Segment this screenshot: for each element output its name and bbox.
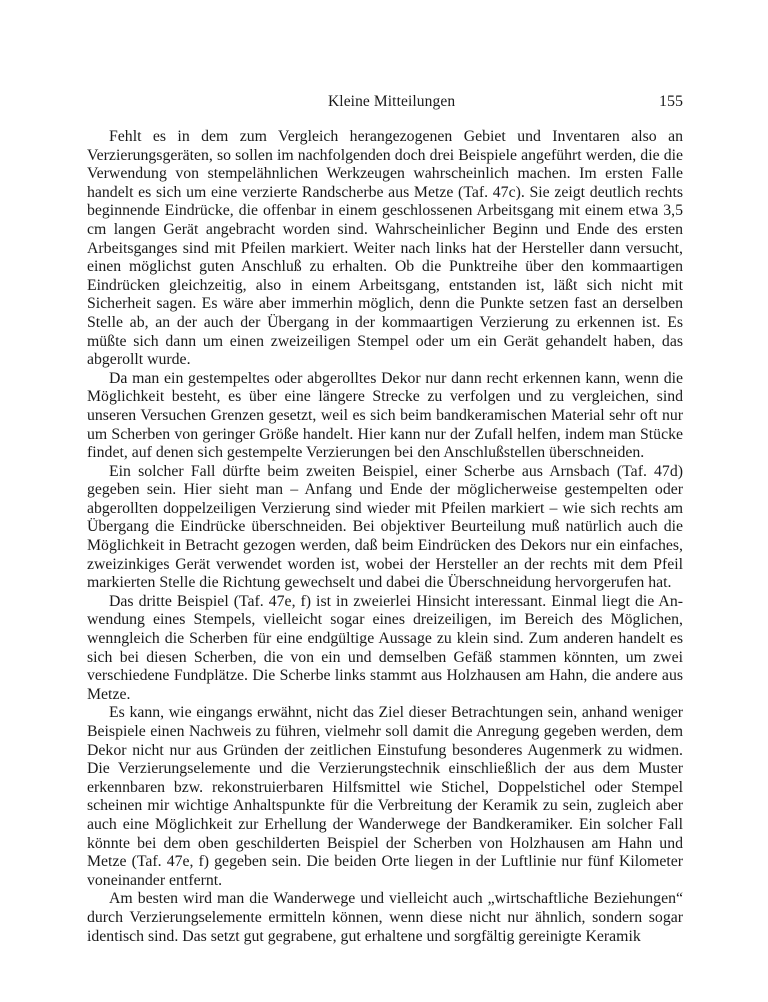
running-title: Kleine Mitteilungen [328, 93, 456, 110]
paragraph: Da man ein gestempeltes oder abgerolltes Dekor nur dann recht erkennen kann, wenn die Möglichkeit besteht, es über eine längere Strecke zu verfolgen und zu vergleichen, sind unseren Versuchen Grenzen gesetzt, weil es sich beim bandkeramischen Material sehr oft nur um Scherben von geringer Größe handelt. Hier kann nur der Zufall helfen, indem man Stücke findet, auf denen sich gestempelte Verzierungen bei den Anschlußstellen überschneiden. [87, 369, 683, 462]
paragraph: Fehlt es in dem zum Vergleich herangezogenen Gebiet und Inventaren also an Verzierungsgeräten, so sollen im nachfolgenden doch drei Beispiele angeführt werden, die die Verwendung von stempelähnlichen Werkzeugen wahrscheinlich machen. Im ersten Falle handelt es sich um eine verzierte Randscherbe aus Metze (Taf. 47c). Sie zeigt deutlich rechts beginnende Eindrücke, die offenbar in einem geschlossenen Arbeitsgang mit einem etwa 3,5 cm langen Gerät angebracht worden sind. Wahrscheinlicher Beginn und Ende des ersten Arbeitsganges sind mit Pfeilen markiert. Weiter nach links hat der Hersteller dann versucht, einen möglichst guten Anschluß zu erhalten. Ob die Punktreihe über den kommaartigen Eindrücken gleichzeitig, also in einem Arbeitsgang, entstanden ist, läßt sich nicht mit Sicherheit sagen. Es wäre aber immerhin möglich, denn die Punkte setzen fast an derselben Stelle ab, an der auch der Übergang in der kommaartigen Verzierung zu erkennen ist. Es müßte sich dann um einen zweizeiligen Stempel oder um ein Gerät gehandelt haben, das abgerollt wurde. [87, 128, 683, 369]
running-header [87, 93, 683, 117]
paragraph: Am besten wird man die Wanderwege und vielleicht auch „wirtschaftliche Beziehungen“ durch Verzierungselemente ermitteln können, wenn diese nicht nur ähnlich, sondern sogar identisch sind. Das setzt gut gegrabene, gut erhaltene und sorgfältig gereinigte Keramik [87, 890, 683, 945]
page-number: 155 [659, 93, 683, 110]
paragraph: Das dritte Beispiel (Taf. 47e, f) ist in zweierlei Hinsicht interessant. Einmal liegt die Anwendung eines Stempels, vielleicht sogar eines dreizeiligen, im Bereich des Möglichen, wenngleich die Scherben für eine endgültige Aussage zu klein sind. Zum anderen handelt es sich bei diesen Scherben, die von ein und demselben Gefäß stammen könnten, um zwei verschiedene Fundplätze. Die Scherbe links stammt aus Holzhausen am Hahn, die andere aus Metze. [87, 592, 683, 703]
paragraph: Ein solcher Fall dürfte beim zweiten Beispiel, einer Scherbe aus Arnsbach (Taf. 47d) gegeben sein. Hier sieht man – Anfang und Ende der möglicherweise gestempelten oder abgerollten doppelzeiligen Verzierung sind wieder mit Pfeilen markiert – wie sich rechts am Übergang die Eindrücke überschneiden. Bei objektiver Beurteilung muß natürlich auch die Möglichkeit in Betracht gezogen werden, daß beim Eindrücken des Dekors nur ein einfaches, zweizinkiges Gerät verwendet worden ist, wobei der Hersteller an der rechts mit dem Pfeil markierten Stelle die Richtung gewechselt und dabei die Überschneidung hervorgerufen hat. [87, 462, 683, 592]
paragraph: Es kann, wie eingangs erwähnt, nicht das Ziel dieser Betrachtungen sein, anhand weniger Beispiele einen Nachweis zu führen, vielmehr soll damit die Anregung gegeben werden, dem Dekor nicht nur aus Gründen der zeitlichen Einstufung besonderes Augenmerk zu widmen. Die Verzierungselemente und die Verzierungstechnik einschließlich der aus dem Muster erkennbaren bzw. rekonstruierbaren Hilfsmittel wie Stichel, Doppelstichel oder Stempel scheinen mir wichtige Anhaltspunkte für die Verbreitung der Keramik zu sein, zugleich aber auch eine Möglichkeit zur Erhellung der Wanderwege der Bandkeramiker. Ein solcher Fall könnte bei dem oben geschilderten Beispiel der Scherben von Holzhausen am Hahn und Metze (Taf. 47e, f) gegeben sein. Die beiden Orte liegen in der Luftlinie nur fünf Kilometer voneinander entfernt. [87, 704, 683, 889]
body-text [87, 128, 683, 946]
